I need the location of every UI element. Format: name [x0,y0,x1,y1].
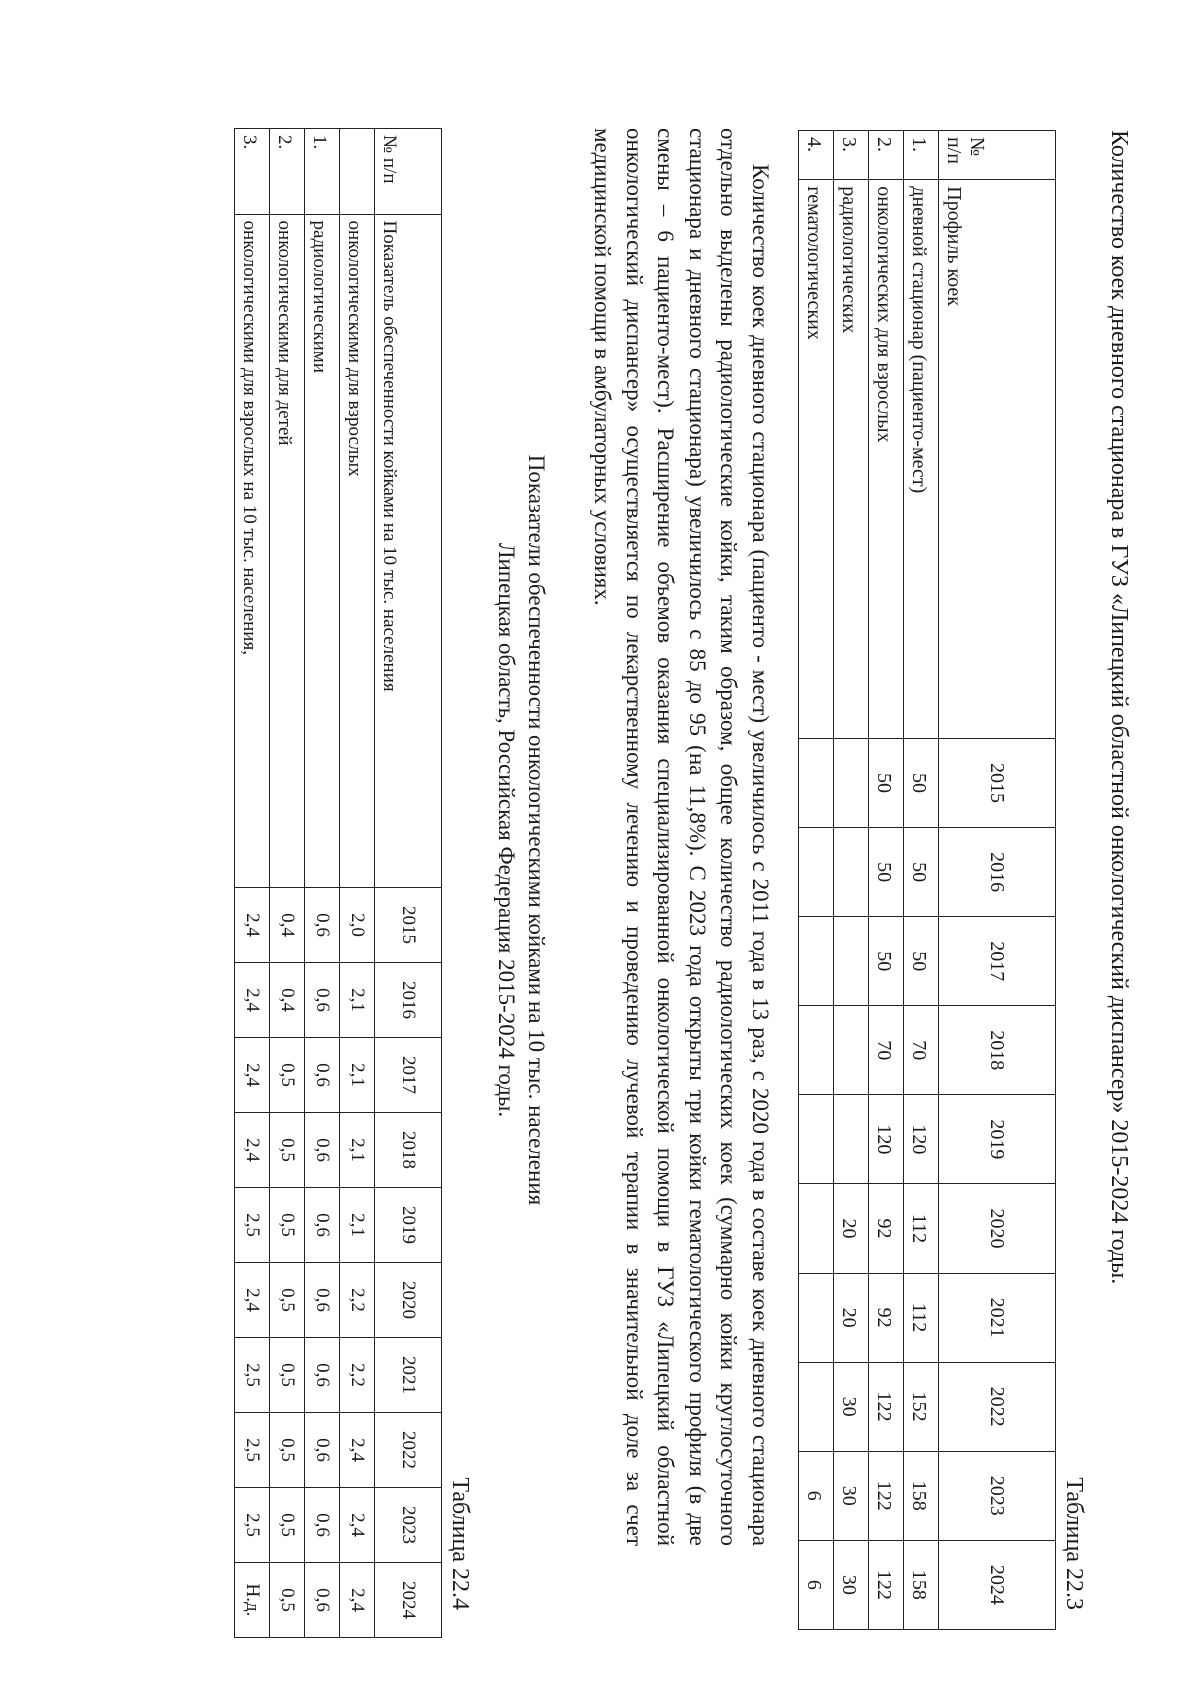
year-header: 2019 [939,1095,1056,1184]
year-header: 2016 [375,963,442,1038]
value-cell: Н.д. [235,1563,270,1638]
table-row [869,131,904,1630]
value-cell: 50 [869,828,904,917]
table-header-row [375,129,442,1638]
table-22-3-label: Таблица 22.3 [1061,1477,1087,1610]
value-cell: 2,4 [235,1263,270,1338]
value-cell: 152 [904,1362,939,1451]
year-header: 2016 [939,828,1056,917]
value-cell: 0,5 [270,1038,305,1113]
col-profile-header: Профиль коек [939,180,1056,739]
year-header: 2018 [939,1006,1056,1095]
value-cell: 50 [904,917,939,1006]
value-cell: 0,5 [270,1413,305,1488]
value-cell: 2,1 [340,1038,375,1113]
value-cell: 0,6 [305,1413,340,1488]
value-cell: 2,4 [235,963,270,1038]
value-cell: 2,4 [235,1038,270,1113]
value-cell: 122 [869,1362,904,1451]
value-cell: 0,6 [305,1338,340,1413]
value-cell: 0,6 [305,1188,340,1263]
value-cell: 2,0 [340,888,375,963]
value-cell [799,1273,834,1362]
row-number: 4. [799,131,834,180]
value-cell: 0,6 [305,1263,340,1338]
value-cell: 2,2 [340,1338,375,1413]
value-cell: 2,4 [235,888,270,963]
table-22-3 [798,130,1056,1630]
value-cell: 92 [869,1273,904,1362]
table-row [270,129,305,1638]
value-cell: 0,6 [305,888,340,963]
year-header: 2023 [375,1488,442,1563]
row-label: онкологическими для детей [270,214,305,887]
value-cell: 30 [834,1451,869,1540]
value-cell: 122 [869,1451,904,1540]
value-cell: 120 [869,1095,904,1184]
value-cell: 70 [869,1006,904,1095]
row-label: онкологических для взрослых [869,180,904,739]
value-cell: 2,1 [340,1188,375,1263]
value-cell: 0,4 [270,963,305,1038]
value-cell [799,1362,834,1451]
value-cell: 2,4 [340,1563,375,1638]
table-row [235,129,270,1638]
value-cell: 20 [834,1184,869,1273]
row-label: радиологическими [305,214,340,887]
value-cell: 50 [904,828,939,917]
value-cell: 2,2 [340,1263,375,1338]
value-cell: 2,5 [235,1488,270,1563]
value-cell [834,738,869,827]
value-cell: 0,5 [270,1263,305,1338]
value-cell: 2,4 [340,1413,375,1488]
value-cell: 0,5 [270,1113,305,1188]
col-num-header: № п/п [375,129,442,215]
year-header: 2020 [375,1263,442,1338]
table-22-4-label: Таблица 22.4 [447,1477,473,1610]
year-header: 2020 [939,1184,1056,1273]
year-header: 2019 [375,1188,442,1263]
value-cell: 120 [904,1095,939,1184]
value-cell: 50 [869,738,904,827]
year-header: 2021 [375,1338,442,1413]
year-header: 2015 [375,888,442,963]
rotated-page [60,50,1160,1619]
table-row [834,131,869,1630]
value-cell: 158 [904,1451,939,1540]
value-cell [799,828,834,917]
row-label: гематологических [799,180,834,739]
value-cell [799,1184,834,1273]
value-cell: 0,5 [270,1338,305,1413]
value-cell: 0,5 [270,1488,305,1563]
value-cell: 0,6 [305,963,340,1038]
year-header: 2022 [375,1413,442,1488]
year-header: 2021 [939,1273,1056,1362]
value-cell: 2,1 [340,1113,375,1188]
row-number: 2. [869,131,904,180]
heading: Количество коек дневного стационара в ГУЗ «Липецкий областной онкологический диспансер» 2015-2024 годы. [1106,130,1132,1285]
value-cell [799,1095,834,1184]
value-cell: 2,4 [340,1488,375,1563]
value-cell: 2,5 [235,1338,270,1413]
value-cell: 70 [904,1006,939,1095]
year-header: 2023 [939,1451,1056,1540]
body-paragraph [587,128,776,1546]
value-cell: 50 [904,738,939,827]
year-header: 2024 [375,1563,442,1638]
value-cell: 2,4 [235,1113,270,1188]
value-cell: 6 [799,1540,834,1629]
col-num-header: № п/п [939,131,1056,180]
value-cell: 0,6 [305,1113,340,1188]
value-cell [834,1006,869,1095]
row-label: онкологическими для взрослых [340,214,375,887]
value-cell: 112 [904,1273,939,1362]
table-header-row [939,131,1056,1630]
value-cell: 0,6 [305,1488,340,1563]
value-cell: 2,1 [340,963,375,1038]
row-number: 1. [305,129,340,215]
value-cell: 0,4 [270,888,305,963]
value-cell: 2,5 [235,1188,270,1263]
value-cell: 122 [869,1540,904,1629]
value-cell: 158 [904,1540,939,1629]
value-cell: 0,5 [270,1188,305,1263]
col-indicator-header: Показатель обеспеченности койками на 10 тыс. населения [375,214,442,887]
year-header: 2024 [939,1540,1056,1629]
value-cell [834,828,869,917]
row-number: 1. [904,131,939,180]
value-cell: 0,6 [305,1563,340,1638]
value-cell [834,917,869,1006]
row-label: дневной стационар (пациенто-мест) [904,180,939,739]
row-label: радиологических [834,180,869,739]
value-cell [799,1006,834,1095]
value-cell: 112 [904,1184,939,1273]
table-row [305,129,340,1638]
value-cell: 92 [869,1184,904,1273]
value-cell: 20 [834,1273,869,1362]
row-number: 2. [270,129,305,215]
caption-line-1: Показатели обеспеченности онкологическими койками на 10 тыс. населения [524,454,549,1206]
value-cell: 30 [834,1540,869,1629]
year-header: 2018 [375,1113,442,1188]
year-header: 2022 [939,1362,1056,1451]
table-row [904,131,939,1630]
year-header: 2015 [939,738,1056,827]
paragraph-text: Количество коек дневного стационара (пациенто - мест) увеличилось с 2011 года в 13 раз, с 2020 года в составе коек дневного стационара отдельно выделены радиологические койки, таким образом, общее количество радиологических коек (суммарно койки круглосуточного стационара и дневного стационара) увеличилось с 85 до 95 (на 11,8%). С 2023 года открыты три койки гематологического профиля (в две смены – 6 пациенто-мест). Расширение объемов оказания специализированной онкологической помощи в ГУЗ «Липецкий областной онкологический диспансер» осуществляется по лекарственному лечению и проведению лучевой терапии в значительной доле за счет медицинской помощи в амбулаторных условиях. [590,128,773,1546]
value-cell: 50 [869,917,904,1006]
value-cell: 30 [834,1362,869,1451]
value-cell: 0,6 [305,1038,340,1113]
year-header: 2017 [939,917,1056,1006]
row-number: 3. [235,129,270,215]
caption-line-2: Липецкая область, Российская Федерация 2015-2024 годы. [494,542,519,1118]
table-row [799,131,834,1630]
row-number: 3. [834,131,869,180]
row-number [340,129,375,215]
value-cell [799,917,834,1006]
value-cell: 6 [799,1451,834,1540]
value-cell [799,738,834,827]
value-cell: 0,5 [270,1563,305,1638]
table-22-4 [234,128,442,1638]
table-row [340,129,375,1638]
value-cell: 2,5 [235,1413,270,1488]
row-label: онкологическими для взрослых на 10 тыс. населения, [235,214,270,887]
year-header: 2017 [375,1038,442,1113]
value-cell [834,1095,869,1184]
